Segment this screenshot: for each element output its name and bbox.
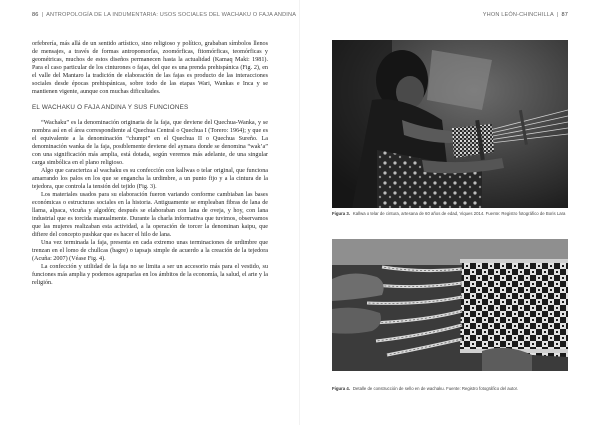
header-separator: | bbox=[556, 12, 559, 18]
author-name: YHON LEÓN-CHINCHILLA bbox=[482, 12, 554, 18]
figure-3-photo bbox=[332, 40, 568, 208]
body-paragraph-2: Algo que caracteriza al wachaku es su confección con kallwas o telar original, que funciona amarrando los palos en los que se engancha la urdimbre, a un punto fijo y a la cintura de la tejedora, que controla la tensión del tejido (Fig. 3). bbox=[32, 168, 268, 190]
faja-detail-image bbox=[332, 239, 568, 371]
body-paragraph-5: La confección y utilidad de la faja no se limita a ser un accesorio más para el vestido, su funciones más amplia y podemos agruparlas en los ámbitos de la economía, la salud, el arte y la religión. bbox=[32, 264, 268, 286]
running-title: ANTROPOLOGÍA DE LA INDUMENTARIA: USOS SOCIALES DEL WACHAKU O FAJA ANDINA bbox=[46, 12, 297, 18]
left-body-text bbox=[32, 40, 268, 287]
header-separator: | bbox=[41, 12, 44, 18]
figure-4-photo bbox=[332, 239, 568, 371]
body-paragraph-1: “Wachaku” es la denominación originaria de la faja, que deviene del Quechua-Wanka, y se nombra así en el área correspondiente al Quechua Central o Quechua I (Torero: 1964); y que es el equivalente a la denominación “chumpi” en el Quechua II o Quechua Sureño. La denominación wanka de la faja, posiblemente deviene del aymara donde se denomina “wak’a” con una significación más amplia, está dotada, según veremos más adelante, de una singular carga simbólica en el plano religioso. bbox=[32, 120, 268, 166]
right-page-number: 87 bbox=[561, 12, 568, 18]
intro-paragraph: orfebrería, más allá de un sentido artístico, sino religioso y político, grababan símbolos llenos de mensajes, a través de formas antropomorfas, zoomórficas, fitomórficas, teomórficas y geométricas, muchos de estos diseños permanecen hasta la actualidad (Kamaq Maki: 1981). Para el caso particular de los cinturones o fajas, del que es una prenda prehispánica (Fig. 2), en el valle del Mantaro la tradición de elaboración de las fajas es producto de las interacciones sociales desde épocas prehispánicas, sobre todo de las etapas Wari, Wankas e Inca y se mantienen vigente, aunque con muchas dificultades. bbox=[32, 41, 268, 95]
figure-3-caption-text: Kallwa o telar de cintura, artesana de 60 años de edad, Viques 2014. Fuente: Registro fotográfico de Boris Lara bbox=[352, 211, 566, 216]
figure-4-caption-text: Detalle de construcción de sello en de wachaku. Fuente: Registro fotográfico del autor. bbox=[352, 386, 518, 391]
right-running-header bbox=[483, 12, 568, 18]
right-page bbox=[300, 0, 600, 425]
figure-4-caption bbox=[332, 386, 568, 392]
body-paragraph-4: Una vez terminada la faja, presenta en cada extremo unas terminaciones de urdimbre que trenzan en el lomo de chullcas (bagre) o tapsajs simple de acuerdo a la creación de la tejedora (Acuña: 2007) (Véase Fig. 4). bbox=[32, 240, 268, 262]
section-heading: EL WACHAKU O FAJA ANDINA Y SUS FUNCIONES bbox=[32, 104, 189, 111]
left-running-header bbox=[32, 12, 296, 18]
figure-4-label: Figura 4. bbox=[332, 386, 350, 391]
figure-3-caption bbox=[332, 211, 568, 217]
body-paragraph-3: Los materiales usados para su elaboración fueron variando conforme cambiaban las bases económicas o estructuras sociales en la historia. Antiguamente se empleaban fibras de lana de llama, alpaca, vicuña y algodón; después se elaboraban con lana de oveja, y hoy, con lana industrial que es torcida manualmente. Durante la charla informativa que tuvimos, observamos que las mujeres realizaban esta actividad, a la operación de torcer la denominan kaipu, que difiere del concepto pushkar que es hacer el hilo de lana. bbox=[32, 192, 268, 238]
figure-3-label: Figura 3. bbox=[332, 211, 350, 216]
weaver-loom-image bbox=[332, 40, 568, 208]
left-page-number: 86 bbox=[32, 12, 39, 18]
